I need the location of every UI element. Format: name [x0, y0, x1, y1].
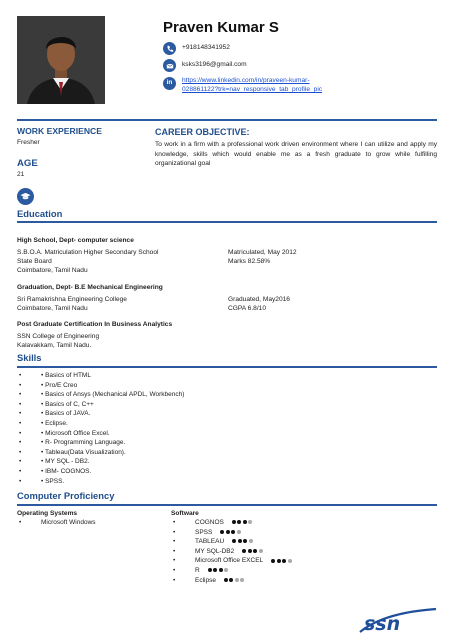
rating-dots — [224, 578, 245, 582]
ssn-logo-text: ssn — [364, 613, 401, 635]
linkedin-icon: in — [163, 77, 176, 90]
software-item — [171, 548, 292, 558]
education-date: Matriculated, May 2012 — [228, 248, 297, 256]
education-score: Marks 82.58% — [228, 257, 271, 265]
rating-dots — [271, 559, 292, 563]
rating-dot-filled — [232, 520, 236, 524]
linkedin-link[interactable] — [182, 77, 342, 95]
rating-dot-empty — [224, 568, 228, 572]
rating-dot-filled — [253, 549, 257, 553]
skill-item: • • MY SQL - DB2. — [17, 458, 184, 468]
software-item — [171, 538, 292, 548]
software-name: MY SQL-DB2 — [195, 547, 235, 555]
rating-dot-filled — [229, 578, 233, 582]
skills-list — [17, 372, 184, 487]
rating-dot-filled — [226, 530, 230, 534]
software-item — [171, 567, 292, 577]
rating-dot-filled — [213, 568, 217, 572]
software-heading: Software — [171, 510, 199, 517]
proficiency-heading: Computer Proficiency — [17, 490, 115, 501]
skill-item: • • Microsoft Office Excel. — [17, 430, 184, 440]
rating-dot-filled — [243, 520, 247, 524]
skills-heading: Skills — [17, 352, 42, 363]
skill-item: • • Basics of JAVA. — [17, 410, 184, 420]
rating-dots — [220, 530, 241, 534]
rating-dot-filled — [248, 549, 252, 553]
email-icon — [163, 59, 176, 72]
software-item — [171, 519, 292, 529]
education-line: Kalavakkam, Tamil Nadu. — [17, 341, 92, 349]
education-title: Graduation, Dept- B.E Mechanical Engineering — [17, 284, 163, 291]
ssn-logo — [358, 605, 438, 635]
os-item: • Microsoft Windows — [17, 519, 96, 529]
rating-dot-filled — [243, 539, 247, 543]
education-heading: Education — [17, 208, 63, 219]
rating-dot-filled — [271, 559, 275, 563]
skill-item: • • Eclipse. — [17, 420, 184, 430]
education-divider — [17, 221, 437, 223]
education-line: Sri Ramakrishna Engineering College — [17, 295, 127, 303]
education-line: S.B.O.A. Matriculation Higher Secondary School — [17, 248, 159, 256]
education-line: State Board — [17, 257, 52, 265]
skill-item: • • Basics of C, C++ — [17, 401, 184, 411]
rating-dot-filled — [238, 539, 242, 543]
rating-dot-empty — [240, 578, 244, 582]
rating-dot-filled — [224, 578, 228, 582]
phone-icon — [163, 42, 176, 55]
rating-dots — [232, 520, 253, 524]
skills-divider — [17, 366, 437, 368]
skill-item: • • R- Programming Language. — [17, 439, 184, 449]
rating-dot-filled — [242, 549, 246, 553]
rating-dot-filled — [282, 559, 286, 563]
rating-dot-empty — [259, 549, 263, 553]
education-title: High School, Dept- computer science — [17, 237, 134, 244]
software-name: COGNOS — [195, 519, 224, 526]
career-objective-heading: CAREER OBJECTIVE: — [155, 127, 250, 137]
skill-item: • • IBM- COGNOS. — [17, 468, 184, 478]
os-heading: Operating Systems — [17, 510, 78, 517]
rating-dot-filled — [277, 559, 281, 563]
education-entry — [17, 284, 437, 314]
career-objective-text: To work in a firm with a professional work driven environment where I can utilize and apply my knowledge, skills which would enable me as a fresh graduate to grow while fulfilling organizational goal — [155, 141, 437, 168]
rating-dot-empty — [237, 530, 241, 534]
profile-photo — [17, 16, 105, 104]
linkedin-row — [163, 77, 342, 95]
email-row — [163, 59, 247, 72]
software-item — [171, 577, 292, 587]
education-line: Coimbatore, Tamil Nadu — [17, 266, 88, 274]
skill-item: • • SPSS. — [17, 478, 184, 488]
rating-dot-filled — [231, 530, 235, 534]
os-list — [17, 519, 96, 529]
education-score: CGPA 6.8/10 — [228, 304, 266, 312]
linkedin-link-line1[interactable]: https://www.linkedin.com/in/praveen-kumar- — [182, 77, 310, 84]
education-date: Graduated, May2016 — [228, 295, 290, 303]
education-entry — [17, 321, 437, 351]
work-experience-heading: WORK EXPERIENCE — [17, 126, 102, 136]
skill-item: • • Basics of HTML — [17, 372, 184, 382]
skill-item: • • Basics of Ansys (Mechanical APDL, Workbench) — [17, 391, 184, 401]
email-address[interactable]: ksks3196@gmail.com — [182, 61, 247, 68]
rating-dot-filled — [220, 530, 224, 534]
education-line: Coimbatore, Tamil Nadu — [17, 304, 88, 312]
section-divider — [17, 119, 437, 121]
software-item — [171, 529, 292, 539]
rating-dot-empty — [235, 578, 239, 582]
candidate-name: Praven Kumar S — [163, 19, 279, 36]
education-title: Post Graduate Certification In Business Analytics — [17, 321, 173, 328]
software-name: SPSS — [195, 528, 213, 536]
age-value: 21 — [17, 171, 25, 178]
software-name: Eclipse — [195, 576, 216, 584]
rating-dots — [242, 549, 263, 553]
linkedin-link-line2[interactable]: 028861122?trk=nav_responsive_tab_profile_pic — [182, 85, 323, 93]
proficiency-divider — [17, 504, 437, 506]
software-name: TABLEAU — [195, 538, 225, 546]
software-item — [171, 557, 292, 567]
rating-dot-empty — [249, 539, 253, 543]
rating-dot-filled — [232, 539, 236, 543]
graduation-cap-icon — [17, 188, 34, 205]
phone-number: +918148341952 — [182, 44, 230, 51]
rating-dot-empty — [288, 559, 292, 563]
skill-item: • • Tableau(Data Visualization). — [17, 449, 184, 459]
rating-dot-filled — [219, 568, 223, 572]
rating-dot-filled — [237, 520, 241, 524]
software-name: R — [195, 566, 200, 574]
education-entry — [17, 237, 437, 276]
phone-row — [163, 42, 230, 55]
software-name: Microsoft Office EXCEL — [195, 557, 264, 565]
rating-dots — [208, 568, 229, 572]
rating-dots — [232, 539, 253, 543]
age-heading: AGE — [17, 158, 38, 169]
skill-item: • • Pro/E Creo — [17, 382, 184, 392]
rating-dot-filled — [208, 568, 212, 572]
work-experience-value: Fresher — [17, 139, 40, 146]
software-list — [171, 519, 292, 586]
rating-dot-empty — [248, 520, 252, 524]
education-line: SSN College of Engineering — [17, 332, 100, 340]
